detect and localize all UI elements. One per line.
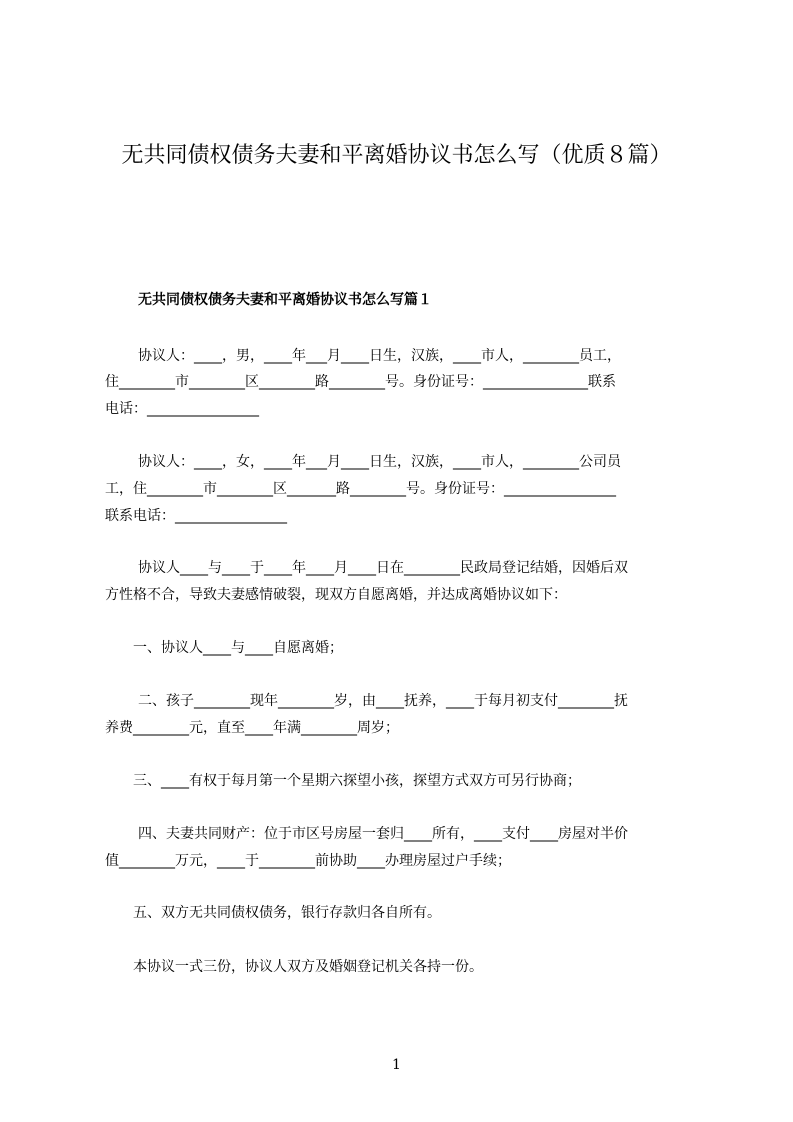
- paragraph-1-line-3: 电话：________________: [105, 401, 259, 417]
- paragraph-1-line-2: 住________市________区________路________号。身份证号：_______________联系: [105, 374, 616, 390]
- paragraph-7-line-2: 值________万元，____于________前协助____办理房屋过户手续；: [105, 853, 511, 869]
- paragraph-3-line-1: 协议人____与____于____年____月____日在________民政局登记结婚，因婚后双: [138, 560, 628, 576]
- document-title: 无共同债权债务夫妻和平离婚协议书怎么写（优质８篇）: [121, 143, 672, 168]
- page-number: 1: [392, 1057, 401, 1073]
- paragraph-6-line-1: 三、____有权于每月第一个星期六探望小孩，探望方式双方可另行协商；: [133, 773, 581, 789]
- paragraph-2-line-2: 工，住________市________区_______路________号。身份证号：________________: [105, 481, 616, 497]
- section-heading: 无共同债权债务夫妻和平离婚协议书怎么写篇１: [138, 292, 432, 308]
- paragraph-4-line-1: 一、协议人____与____自愿离婚；: [133, 640, 343, 656]
- paragraph-3-line-2: 方性格不合，导致夫妻感情破裂，现双方自愿离婚，并达成离婚协议如下：: [105, 587, 567, 603]
- paragraph-7-line-1: 四、夫妻共同财产：位于市区号房屋一套归____所有，____支付____房屋对半价: [138, 826, 628, 842]
- paragraph-5-line-2: 养费________元，直至____年满________周岁；: [105, 720, 399, 736]
- paragraph-1-line-1: 协议人：____，男，____年___月____日生，汉族，____市人，________员工，: [138, 348, 621, 364]
- paragraph-2-line-3: 联系电话：________________: [105, 508, 287, 524]
- paragraph-5-line-1: 二、孩子________现年________岁，由____抚养，____于每月初支付________抚: [138, 693, 628, 709]
- paragraph-2-line-1: 协议人：____，女，____年___月____日生，汉族，____市人，________公司员: [138, 454, 621, 470]
- paragraph-8-line-1: 五、双方无共同债权债务，银行存款归各自所有。: [133, 905, 441, 921]
- paragraph-9-line-1: 本协议一式三份，协议人双方及婚姻登记机关各持一份。: [133, 959, 483, 975]
